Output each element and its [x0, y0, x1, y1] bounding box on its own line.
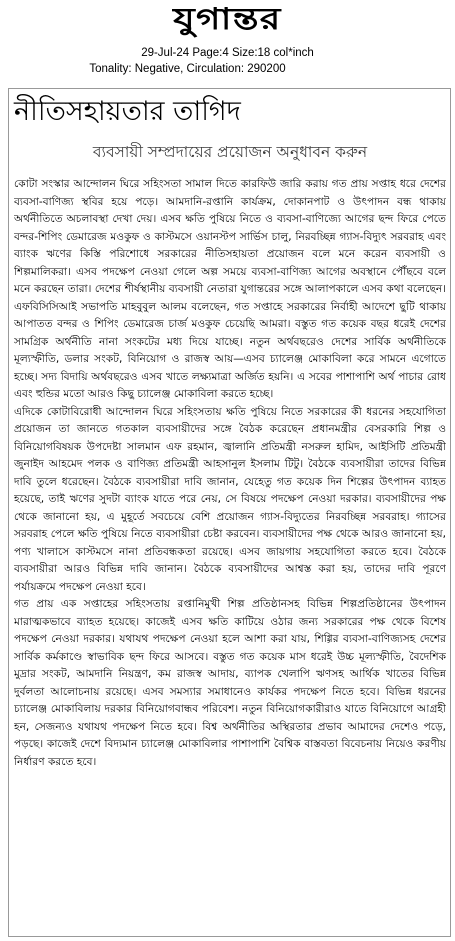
- newspaper-masthead: [0, 0, 455, 42]
- newspaper-logo: যুগান্তর: [173, 2, 282, 37]
- article-subhead: ব্যবসায়ী সম্প্রদায়ের প্রয়োজন অনুধাবন করুন: [92, 143, 368, 161]
- tonality-circulation-line: Tonality: Negative, Circulation: 290200: [89, 63, 286, 75]
- article-paragraph-1: কোটা সংস্কার আন্দোলন ঘিরে সহিংসতা সামাল দিতে কারফিউ জারি করায় গত প্রায় সপ্তাহ ধরে দেশের ব্যবসা-বাণিজ্য স্থবির হয়ে পড়ে। আমদানি-রপ্তানি কার্যক্রম, দোকানপাট ও উৎপাদন বন্ধ থাকায় অর্থনীতিতে অচলাবস্থা দেখা দেয়। এসব ক্ষতি পুষিয়ে নিতে ও ব্যবসা-বাণিজ্যে আগের ছন্দ ফিরে পেতে বন্দর-শিপিং ডেমারেজ মওকুফ ও কাস্টমসে ওয়ানস্টপ সার্ভিস চালু, নিরবচ্ছিন্ন গ্যাস-বিদ্যুৎ সরবরাহ এবং ব্যাংক ঋণের কিস্তি পরিশোধে সরকারের নীতিসহায়তা প্রয়োজন বলে মনে করেন ব্যবসায়ী ও শিল্পমালিকরা। এসব পদক্ষেপ নেওয়া গেলে অল্প সময়ে ব্যবসা-বাণিজ্য আগের অবস্থানে পৌঁছবে বলে মনে করছেন তারা। দেশের শীর্ষস্থানীয় ব্যবসায়ী নেতারা যুগান্তরের সঙ্গে আলাপকালে এসব কথা বলেছেন। এফবিসিসিআই সভাপতি মাহবুবুল আলম বলেছেন, গত সপ্তাহে সরকারের নির্বাহী আদেশে ছুটি থাকায় আপাতত বন্দর ও শিপিং ডেমারেজ চার্জ মওকুফ চেয়েছি আমরা। বস্তুত গত কয়েক বছর ধরেই দেশের সামগ্রিক অর্থনীতি নানা সংকটের মধ্য দিয়ে যাচ্ছে। নতুন অর্থবছরেও দেশের সার্বিক অর্থনীতিকে মূল্যস্ফীতি, ডলার সংকট, বিনিয়োগ ও রাজস্ব আয়—এসব চ্যালেঞ্জ মোকাবিলা করে সামনে এগোতে হচ্ছে। সদ্য বিদায়ি অর্থবছরেও এসব খাতে লক্ষ্যমাত্রা অর্জিত হয়নি। এ সবের পাশাপাশি অর্থ পাচার রোধ এবং হুন্ডির মতো আরও কিছু চ্যালেঞ্জ মোকাবিলা করতে হচ্ছে।: [14, 178, 446, 400]
- article-body: [14, 176, 446, 936]
- article-headline: নীতিসহায়তার তাগিদ: [14, 96, 241, 127]
- article-paragraph-3: গত প্রায় এক সপ্তাহের সহিংসতায় রপ্তানিমুখী শিল্প প্রতিষ্ঠানসহ বিভিন্ন শিল্পপ্রতিষ্ঠানের উৎপাদন মারাত্মকভাবে ব্যাহত হয়েছে। কাজেই এসব ক্ষতি কাটিয়ে ওঠার জন্য সরকারের পক্ষ থেকে বিশেষ পদক্ষেপ নেওয়া দরকার। যথাযথ পদক্ষেপ নেওয়া হলে আশা করা যায়, শিগ্গির ব্যবসা-বাণিজ্যসহ দেশের সার্বিক কর্মকাণ্ডে স্বাভাবিক ছন্দ ফিরে আসবে। বস্তুত গত কয়েক মাস ধরেই উচ্চ মূল্যস্ফীতি, বৈদেশিক মুদ্রার সংকট, আমদানি নিয়ন্ত্রণ, কম রাজস্ব আদায়, ব্যাপক খেলাপি ঋণসহ আর্থিক খাতের বিভিন্ন দুর্বলতা আলোচনায় রয়েছে। এসব সমস্যার সমাধানেও কার্যকর পদক্ষেপ নিতে হবে। বিভিন্ন ধরনের চ্যালেঞ্জ মোকাবিলায় দরকার বিনিয়োগবান্ধব পরিবেশ। নতুন বিনিয়োগকারীরাও যাতে বিনিয়োগে আগ্রহী হন, সেজন্যও যথাযথ পদক্ষেপ নিতে হবে। বিশ্ব অর্থনীতির অস্থিরতার প্রভাব আমাদের দেশেও পড়ে, পড়ছে। কাজেই দেশে বিদ্যমান চ্যালেঞ্জ মোকাবিলার পাশাপাশি বৈশ্বিক বাস্তবতা বিবেচনায় নিয়েও করণীয় নির্ধারণ করতে হবে।: [14, 598, 446, 768]
- clipping-info-line: 29-Jul-24 Page:4 Size:18 col*inch: [141, 47, 314, 59]
- article-paragraph-2: এদিকে কোটাবিরোধী আন্দোলন ঘিরে সহিংসতায় ক্ষতি পুষিয়ে নিতে সরকারের কী ধরনের সহযোগিতা প্রয়োজন তা জানতে গতকাল ব্যবসায়ীদের সঙ্গে বৈঠক করেছেন প্রধানমন্ত্রীর বেসরকারি শিল্প ও বিনিয়োগবিষয়ক উপদেষ্টা সালমান এফ রহমান, জ্বালানি প্রতিমন্ত্রী নসরুল হামিদ, আইসিটি প্রতিমন্ত্রী জুনাইদ আহমেদ পলক ও বাণিজ্য প্রতিমন্ত্রী আহসানুল ইসলাম টিটু। বৈঠকে ব্যবসায়ীরা তাদের বিভিন্ন দাবি তুলে ধরেছেন। বৈঠকে ব্যবসায়ীরা দাবি জানান, যেহেতু গত কয়েক দিন শিল্পের উৎপাদন ব্যাহত হয়েছে, তাই ঋণের সুদটা ব্যাংক যাতে পরে নেয়, সে বিষয়ে পদক্ষেপ নেওয়া দরকার। ব্যবসায়ীদের পক্ষ থেকে জানানো হয়, এ মুহূর্তে সবচেয়ে বেশি প্রয়োজন গ্যাস-বিদ্যুতের নিরবচ্ছিন্ন সরবরাহ। গ্যাসের সরবরাহ পেলে ক্ষতি পুষিয়ে নিতে ব্যবসায়ীরা চেষ্টা করবেন। ব্যবসায়ীদের পক্ষ থেকে আরও জানানো হয়, পণ্য খালাসে কাস্টমসে নানা প্রতিবন্ধকতা রয়েছে। এসব জায়গায় সহযোগিতা করতে হবে। বৈঠকে ব্যবসায়ীরা আরও বিভিন্ন দাবি জানান। বৈঠকে ব্যবসায়ীদের আশ্বস্ত করা হয়, তাদের দাবি পূরণে পর্যায়ক্রমে পদক্ষেপ নেওয়া হবে।: [14, 405, 446, 593]
